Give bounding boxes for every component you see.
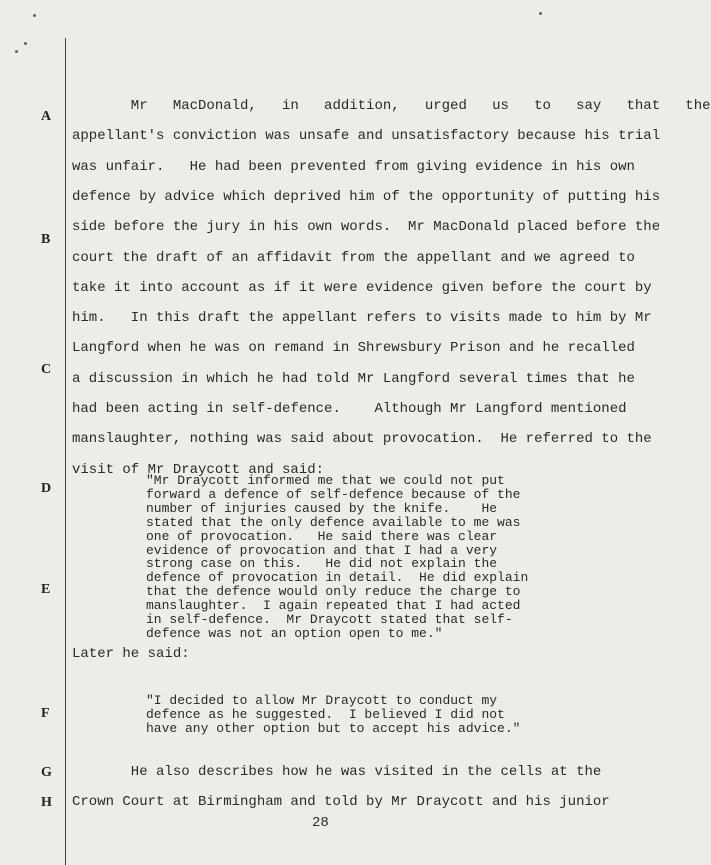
quote-line: have any other option but to accept his advice." — [146, 720, 521, 736]
quote-line: manslaughter. I again repeated that I had acted — [146, 598, 521, 614]
margin-marker-c: C — [41, 362, 52, 377]
quote-line: in self-defence. Mr Draycott stated that self- — [146, 612, 513, 627]
scan-speck — [539, 12, 542, 15]
paragraph-line: take it into account as if it were evidence given before the court by — [72, 279, 652, 296]
paragraph-line: had been acting in self-defence. Although Mr Langford mentioned — [72, 401, 627, 417]
scan-speck — [33, 14, 36, 17]
paragraph-line: Langford when he was on remand in Shrewsbury Prison and he recalled — [72, 340, 635, 357]
margin-rule — [65, 38, 66, 865]
quote-line: defence as he suggested. I believed I did not — [146, 706, 505, 722]
quote-line: evidence of provocation and that I had a very — [146, 542, 498, 558]
paragraph-line: appellant's conviction was unsafe and unsatisfactory because his trial — [72, 128, 661, 145]
paragraph-line: visit of Mr Draycott and said: — [72, 461, 325, 478]
quote-line: defence was not an option open to me." — [146, 625, 443, 641]
later-said-text: Later he said: — [72, 646, 190, 662]
quote-line: one of provocation. He said there was clear — [146, 528, 498, 544]
margin-marker-a: A — [41, 109, 52, 124]
quote-line: stated that the only defence available to me was — [146, 514, 521, 530]
paragraph-line: a discussion in which he had told Mr Langford several times that he — [72, 370, 635, 387]
quote-line: that the defence would only reduce the charge to — [146, 584, 521, 600]
paragraph-line: court the draft of an affidavit from the appellant and we agreed to — [72, 249, 635, 266]
margin-marker-d: D — [41, 481, 52, 496]
quote-line: defence of provocation in detail. He did explain — [146, 570, 529, 586]
quote-line: "Mr Draycott informed me that we could not put — [146, 473, 505, 488]
quote-line: number of injuries caused by the knife. He — [146, 500, 498, 516]
paragraph-line: him. In this draft the appellant refers to visits made to him by Mr — [72, 310, 652, 327]
paragraph-line: He also describes how he was visited in the cells at the — [72, 764, 602, 780]
quote-line: forward a defence of self-defence because of the — [146, 486, 521, 502]
quote-line: strong case on this. He did not explain the — [146, 556, 498, 572]
paragraph-line: side before the jury in his own words. Mr MacDonald placed before the — [72, 219, 661, 236]
margin-marker-e: E — [41, 582, 51, 597]
paragraph-line: Mr MacDonald, in addition, urged us to say that the — [72, 98, 711, 114]
margin-marker-f: F — [41, 706, 50, 721]
margin-marker-b: B — [41, 232, 51, 247]
paragraph-line: manslaughter, nothing was said about provocation. He referred to the — [72, 431, 652, 448]
paragraph-line: was unfair. He had been prevented from giving evidence in his own — [72, 158, 635, 175]
quote-line: "I decided to allow Mr Draycott to conduct my — [146, 693, 498, 708]
paragraph-line: defence by advice which deprived him of the opportunity of putting his — [72, 188, 661, 205]
scan-speck — [15, 50, 18, 53]
margin-marker-g: G — [41, 765, 52, 780]
margin-marker-h: H — [41, 795, 52, 810]
paragraph-line: Crown Court at Birmingham and told by Mr Draycott and his junior — [72, 794, 610, 810]
page-number: 28 — [312, 815, 329, 831]
scan-speck — [24, 42, 27, 45]
